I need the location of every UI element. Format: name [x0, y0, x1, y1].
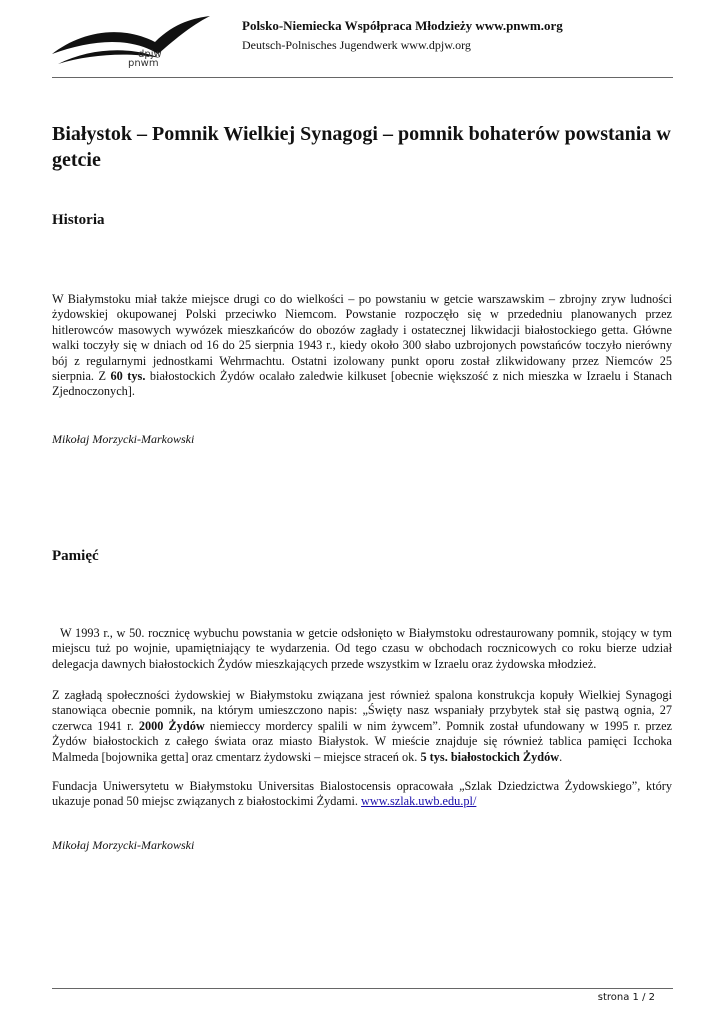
- header-divider: [52, 77, 673, 78]
- pamiec-text-a: Z zagładą społeczności żydowskiej w Białymstoku związana jest również spalona konstrukcja kopuły Wielkiej Synagogi stanowiąca obecnie pomnik, na którym umieszczono napis: „Święty nasz wspaniały przybytek stał się pastwą ognia, 27 czerwca 1941 r.: [52, 688, 672, 733]
- logo-text-dpjw: dpjw: [138, 49, 162, 60]
- pamiec-paragraph-2: [52, 688, 672, 765]
- historia-text-a: W Białymstoku miał także miejsce drugi co do wielkości – po powstaniu w getcie warszawskim – zbrojny zryw ludności żydowskiej okupowanej Polski przeciwko Niemcom. Powstanie rozpoczęło się w przededniu planowanych przez hitlerowców masowych wywózek mieszkańców do obozów zagłady i ostatecznej likwidacji białostockiego getta. Główne walki toczyły się w dniach od 16 do 25 sierpnia 1943 r., kiedy około 300 słabo uzbrojonych powstańców toczyło nierówny bój z regularnymi jednostkami Wehrmachtu. Ostatni izolowany punkt oporu został zlikwidowany przez Niemców 25 sierpnia. Z: [52, 292, 672, 384]
- page-number: strona 1 / 2: [597, 992, 655, 1003]
- historia-author: Mikołaj Morzycki-Markowski: [52, 432, 195, 446]
- footer-divider: [52, 988, 673, 989]
- pamiec-p3-text: Fundacja Uniwersytetu w Białymstoku Universitas Bialostocensis opracowała „Szlak Dziedzictwa Żydowskiego”, który ukazuje ponad 50 miejsc związanych z białostockimi Żydami.: [52, 779, 672, 809]
- logo-text-pnwm: pnwm: [128, 58, 159, 69]
- historia-bold-number: 60 tys.: [110, 369, 146, 384]
- pamiec-bold-5tys: 5 tys. białostockich Żydów: [420, 749, 560, 764]
- section-heading-historia: Historia: [52, 212, 105, 228]
- section-heading-pamiec: Pamięć: [52, 548, 99, 564]
- szlak-link[interactable]: www.szlak.uwb.edu.pl/: [361, 794, 477, 809]
- pamiec-bold-2000: 2000 Żydów: [138, 718, 205, 733]
- pamiec-paragraph-1: W 1993 r., w 50. rocznicę wybuchu powstania w getcie odsłonięto w Białymstoku odrestaurowany pomnik, stojący w tym miejscu tuż po wojnie, upamiętniający te wydarzenia. Od tego czasu w obchodach rocznicowych co roku bierze udział delegacja dawnych białostockich Żydów mieszkających przede wszystkim w Izraelu oraz żydowska młodzież.: [52, 626, 672, 671]
- historia-text-c: białostockich Żydów ocalało zaledwie kilkuset [obecnie większość z nich mieszka w Izraelu i Stanach Zjednoczonych].: [52, 369, 672, 399]
- pamiec-text-c: niemieccy mordercy spalili w nim żywcem”. Pomnik został ufundowany w 1995 r. przez Żydów białostockich z całego świata oraz miasto Białystok. W mieście znajduje się również tablica pamięci Icchoka Malmeda [bojownika getta] oraz cmentarz żydowski – miejsce straceń ok.: [52, 718, 672, 764]
- pamiec-author: Mikołaj Morzycki-Markowski: [52, 838, 195, 852]
- pamiec-paragraph-3: [52, 779, 672, 810]
- header-org-dpjw: Deutsch-Polnisches Jugendwerk www.dpjw.org: [242, 38, 471, 52]
- page-title: Białystok – Pomnik Wielkiej Synagogi – pomnik bohaterów powstania w getcie: [52, 123, 671, 171]
- historia-paragraph: [52, 292, 672, 400]
- header-org-pnwm: Polsko-Niemiecka Współpraca Młodzieży www.pnwm.org: [242, 18, 563, 33]
- dpjw-logo: [50, 14, 215, 70]
- pamiec-text-e: .: [559, 749, 563, 764]
